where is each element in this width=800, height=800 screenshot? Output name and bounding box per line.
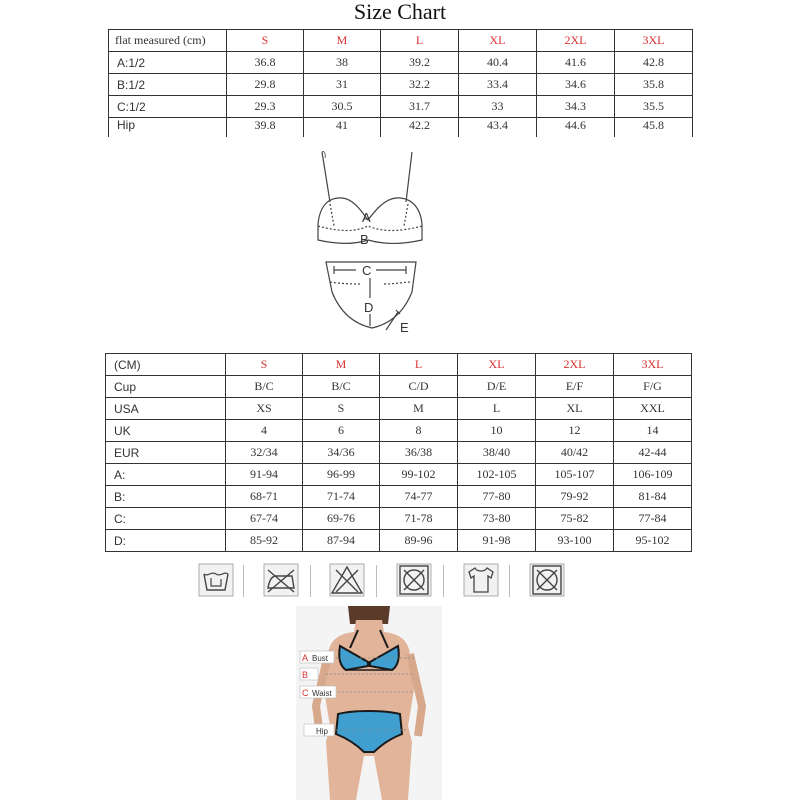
value-cell: 79-92	[536, 486, 614, 508]
value-cell: 36.8	[227, 52, 304, 74]
photo-label-hip: Hip	[316, 727, 329, 736]
hang-dry-icon	[462, 562, 500, 598]
row-label: B:1/2	[109, 74, 227, 96]
photo-label-b-letter: B	[302, 670, 309, 680]
size-header-cell: XL	[458, 354, 536, 376]
value-cell: 33.4	[459, 74, 537, 96]
value-cell: L	[458, 398, 536, 420]
value-cell: M	[380, 398, 458, 420]
value-cell: XXL	[614, 398, 692, 420]
size-header-cell: XL	[459, 30, 537, 52]
value-cell: 32.2	[381, 74, 459, 96]
diagram-label-c: C	[362, 263, 372, 278]
value-cell: 33	[459, 96, 537, 118]
value-cell: 73-80	[458, 508, 536, 530]
value-cell: 40.4	[459, 52, 537, 74]
value-cell: D/E	[458, 376, 536, 398]
value-cell: 85-92	[226, 530, 303, 552]
table-row	[106, 508, 692, 530]
size-header-cell: M	[304, 30, 381, 52]
table-header-row	[106, 354, 692, 376]
value-cell: 36/38	[380, 442, 458, 464]
value-cell: 14	[614, 420, 692, 442]
do-not-dry-clean-icon	[528, 562, 566, 598]
size-header-cell: S	[227, 30, 304, 52]
value-cell: 45.8	[615, 118, 693, 138]
flat-measurement-table	[108, 29, 693, 137]
row-label: Hip	[109, 118, 227, 138]
value-cell: 34.6	[537, 74, 615, 96]
photo-label-bust: Bust	[312, 654, 329, 663]
do-not-tumble-dry-icon	[395, 562, 433, 598]
row-label: C:	[106, 508, 226, 530]
value-cell: 43.4	[459, 118, 537, 138]
value-cell: 30.5	[304, 96, 381, 118]
value-cell: 34/36	[303, 442, 380, 464]
value-cell: 38/40	[458, 442, 536, 464]
value-cell: 75-82	[536, 508, 614, 530]
value-cell: 39.8	[227, 118, 304, 138]
value-cell: 71-74	[303, 486, 380, 508]
value-cell: XS	[226, 398, 303, 420]
table-row	[109, 118, 693, 138]
value-cell: E/F	[536, 376, 614, 398]
value-cell: 29.8	[227, 74, 304, 96]
row-label: C:1/2	[109, 96, 227, 118]
table-header-label: (CM)	[106, 354, 226, 376]
size-header-cell: M	[303, 354, 380, 376]
table-header-label: flat measured (cm)	[109, 30, 227, 52]
value-cell: 39.2	[381, 52, 459, 74]
value-cell: 77-84	[614, 508, 692, 530]
row-label: USA	[106, 398, 226, 420]
value-cell: 68-71	[226, 486, 303, 508]
value-cell: 35.5	[615, 96, 693, 118]
value-cell: B/C	[226, 376, 303, 398]
value-cell: 34.3	[537, 96, 615, 118]
photo-label-c-letter: C	[302, 688, 309, 698]
row-label: Cup	[106, 376, 226, 398]
size-header-cell: S	[226, 354, 303, 376]
table-row	[106, 376, 692, 398]
value-cell: 42.8	[615, 52, 693, 74]
table-row	[106, 420, 692, 442]
hand-wash-icon	[197, 562, 235, 598]
value-cell: 102-105	[458, 464, 536, 486]
value-cell: 91-98	[458, 530, 536, 552]
value-cell: 12	[536, 420, 614, 442]
value-cell: 87-94	[303, 530, 380, 552]
value-cell: 93-100	[536, 530, 614, 552]
table-row	[106, 442, 692, 464]
value-cell: 40/42	[536, 442, 614, 464]
value-cell: 71-78	[380, 508, 458, 530]
value-cell: 96-99	[303, 464, 380, 486]
value-cell: 32/34	[226, 442, 303, 464]
value-cell: 77-80	[458, 486, 536, 508]
value-cell: 31	[304, 74, 381, 96]
photo-label-a-letter: A	[302, 653, 309, 663]
value-cell: 10	[458, 420, 536, 442]
row-label: D:	[106, 530, 226, 552]
row-label: A:	[106, 464, 226, 486]
value-cell: 89-96	[380, 530, 458, 552]
value-cell: 35.8	[615, 74, 693, 96]
table-row	[109, 52, 693, 74]
diagram-label-e: E	[400, 320, 409, 335]
do-not-iron-icon	[262, 562, 300, 598]
value-cell: 67-74	[226, 508, 303, 530]
size-header-cell: 2XL	[536, 354, 614, 376]
table-row	[106, 486, 692, 508]
value-cell: 6	[303, 420, 380, 442]
value-cell: 41	[304, 118, 381, 138]
diagram-label-a: A	[362, 210, 371, 225]
swimsuit-measurement-diagram	[300, 142, 440, 342]
size-header-cell: 2XL	[537, 30, 615, 52]
diagram-label-d: D	[364, 300, 374, 315]
value-cell: S	[303, 398, 380, 420]
table-row	[109, 74, 693, 96]
value-cell: 31.7	[381, 96, 459, 118]
size-header-cell: 3XL	[614, 354, 692, 376]
size-header-cell: L	[381, 30, 459, 52]
row-label: B:	[106, 486, 226, 508]
value-cell: 44.6	[537, 118, 615, 138]
do-not-bleach-icon	[328, 562, 366, 598]
row-label: A:1/2	[109, 52, 227, 74]
size-header-cell: 3XL	[615, 30, 693, 52]
value-cell: XL	[536, 398, 614, 420]
value-cell: 74-77	[380, 486, 458, 508]
table-row	[109, 96, 693, 118]
table-row	[106, 530, 692, 552]
table-header-row	[109, 30, 693, 52]
photo-label-waist: Waist	[312, 689, 332, 698]
value-cell: 8	[380, 420, 458, 442]
size-header-cell: L	[380, 354, 458, 376]
value-cell: F/G	[614, 376, 692, 398]
row-label: UK	[106, 420, 226, 442]
row-label: EUR	[106, 442, 226, 464]
page-title: Size Chart	[353, 0, 447, 24]
value-cell: 95-102	[614, 530, 692, 552]
value-cell: 81-84	[614, 486, 692, 508]
value-cell: 105-107	[536, 464, 614, 486]
value-cell: 69-76	[303, 508, 380, 530]
value-cell: 38	[304, 52, 381, 74]
value-cell: 42-44	[614, 442, 692, 464]
value-cell: 106-109	[614, 464, 692, 486]
value-cell: 42.2	[381, 118, 459, 138]
value-cell: 99-102	[380, 464, 458, 486]
value-cell: 91-94	[226, 464, 303, 486]
diagram-label-b: B	[360, 232, 369, 247]
table-row	[106, 398, 692, 420]
value-cell: C/D	[380, 376, 458, 398]
table-row	[106, 464, 692, 486]
value-cell: 4	[226, 420, 303, 442]
value-cell: B/C	[303, 376, 380, 398]
value-cell: 41.6	[537, 52, 615, 74]
value-cell: 29.3	[227, 96, 304, 118]
model-measurement-photo	[296, 606, 442, 800]
body-size-table	[105, 353, 692, 552]
